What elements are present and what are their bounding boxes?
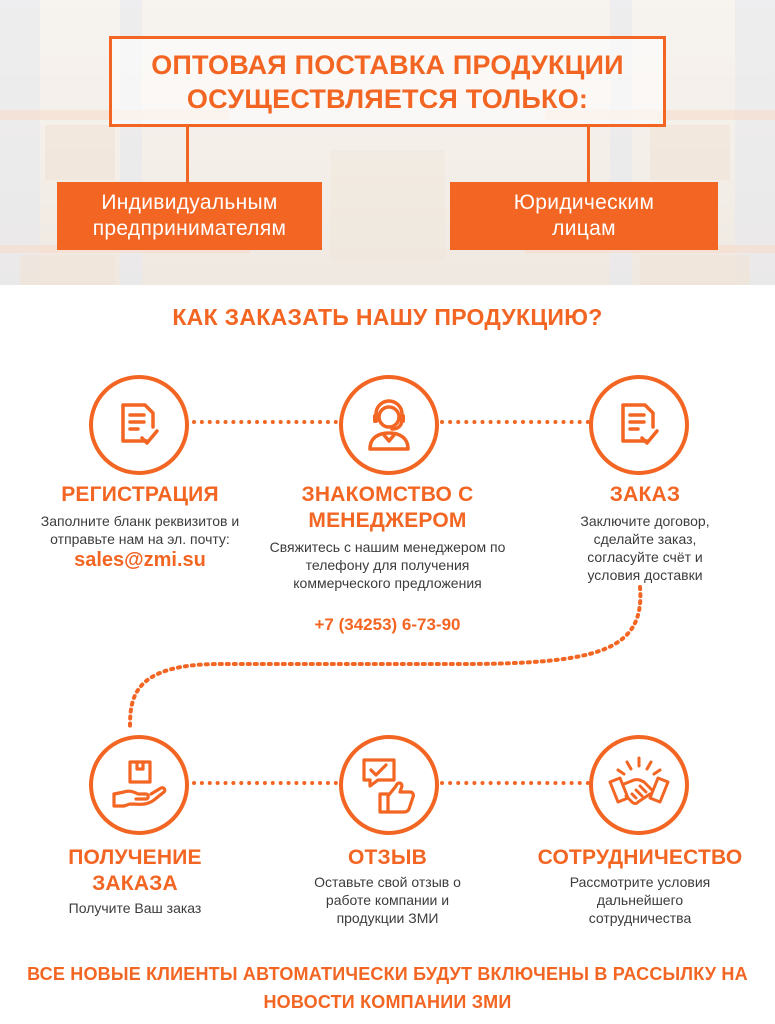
step-description: Заполните бланк реквизитов и отправьте нам на эл. почту: bbox=[40, 513, 240, 547]
handshake-icon bbox=[606, 754, 672, 816]
step-description: Заключите договор, сделайте заказ, согласуйте счёт и условия доставки bbox=[580, 513, 710, 583]
step-title: ЗАКАЗ bbox=[609, 483, 681, 506]
hand-package-icon bbox=[108, 754, 170, 816]
review-thumbs-up-icon bbox=[358, 754, 420, 816]
footer-notice: ВСЕ НОВЫЕ КЛИЕНТЫ АВТОМАТИЧЕСКИ БУДУТ ВКЛЮЧЕНЫ В РАССЫЛКУ НА НОВОСТИ КОМПАНИИ ЗМИ bbox=[27, 964, 748, 1012]
step-icon-circle bbox=[589, 735, 689, 835]
operator-headset-icon bbox=[359, 395, 419, 455]
step-icon-circle bbox=[339, 735, 439, 835]
individual-entrepreneurs-label: Индивидуальным предпринимателям bbox=[92, 191, 287, 240]
step-icon-circle bbox=[339, 375, 439, 475]
step-icon-circle bbox=[589, 375, 689, 475]
step-title: СОТРУДНИЧЕСТВО bbox=[537, 846, 743, 869]
step-icon-circle bbox=[89, 375, 189, 475]
hero-title: ОПТОВАЯ ПОСТАВКА ПРОДУКЦИИ ОСУЩЕСТВЛЯЕТСЯ ТОЛЬКО: bbox=[151, 49, 624, 114]
section-title: КАК ЗАКАЗАТЬ НАШУ ПРОДУКЦИЮ? bbox=[172, 304, 603, 330]
form-check-icon bbox=[111, 397, 167, 453]
step-title: ОТЗЫВ bbox=[347, 846, 428, 869]
step-icon-circle bbox=[89, 735, 189, 835]
step-description: Рассмотрите условия дальнейшего сотрудничества bbox=[569, 874, 711, 926]
step-title: ПОЛУЧЕНИЕ ЗАКАЗА bbox=[68, 846, 202, 895]
step-title: ЗНАКОМСТВО С МЕНЕДЖЕРОМ bbox=[301, 483, 474, 532]
step-description: Получите Ваш заказ bbox=[68, 900, 202, 916]
order-form-icon bbox=[611, 397, 667, 453]
step-description: Оставьте свой отзыв о работе компании и продукции ЗМИ bbox=[314, 874, 461, 926]
phone-link[interactable]: +7 (34253) 6-73-90 bbox=[314, 615, 461, 634]
step-description: Свяжитесь с нашим менеджером по телефону для получения коммерческого предложения bbox=[269, 539, 506, 591]
email-link[interactable]: sales@zmi.su bbox=[74, 549, 206, 571]
step-title: РЕГИСТРАЦИЯ bbox=[61, 483, 219, 506]
legal-entities-label: Юридическим лицам bbox=[513, 191, 655, 240]
